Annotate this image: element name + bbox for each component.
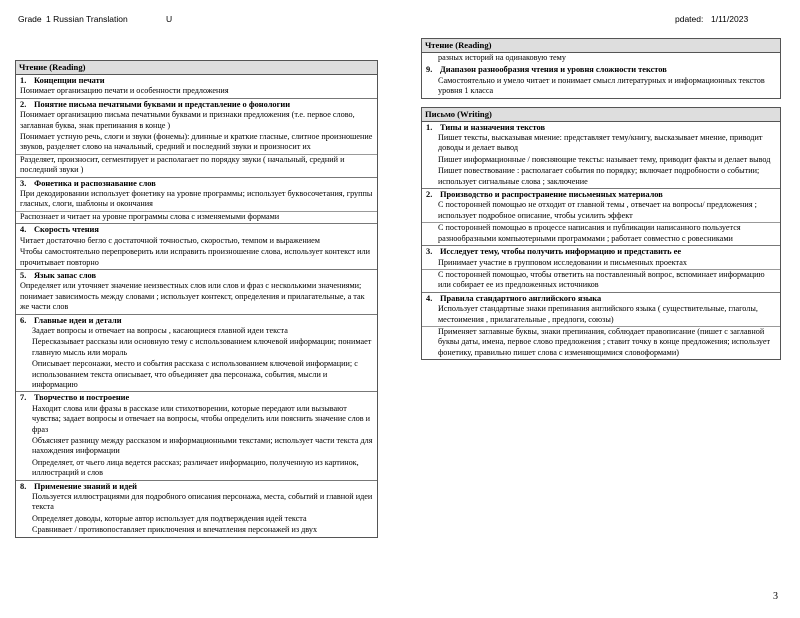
section-heading-text: Творчество и построение bbox=[34, 393, 130, 403]
header-grade: Grade bbox=[18, 14, 42, 24]
section-heading bbox=[16, 178, 377, 189]
section-number: 4. bbox=[426, 293, 433, 303]
section bbox=[422, 189, 780, 246]
section-heading-text: Язык запас слов bbox=[34, 270, 97, 280]
page-number: 3 bbox=[773, 591, 778, 602]
section-number: 2. bbox=[426, 190, 433, 200]
section-heading-text: Главные идеи и детали bbox=[34, 315, 122, 325]
section-number: 3. bbox=[20, 178, 27, 188]
section-number: 9. bbox=[426, 65, 433, 75]
reading-title: Чтение (Reading) bbox=[16, 61, 377, 75]
section-heading-text: Правила стандартного английского языка bbox=[440, 293, 602, 303]
section-number: 4. bbox=[20, 225, 27, 235]
section bbox=[422, 293, 780, 359]
section-heading bbox=[16, 75, 377, 86]
section-heading-text: Типы и назначения текстов bbox=[440, 122, 546, 132]
section bbox=[422, 122, 780, 189]
header-u: U bbox=[166, 14, 173, 24]
right-column bbox=[421, 38, 781, 360]
section-number: 2. bbox=[20, 99, 27, 109]
section-number: 8. bbox=[20, 481, 27, 491]
standard-item: С посторонней помощью в процессе написания и публикации написанного пользуется разнообразными компьютерными программами ; работает совместно с ровесниками bbox=[422, 222, 780, 245]
section-heading bbox=[422, 122, 780, 133]
header-updated-label: pdated: bbox=[675, 14, 704, 24]
section-heading bbox=[16, 99, 377, 110]
reading-panel-right bbox=[421, 38, 781, 99]
section-heading-text: Исследует тему, чтобы получить информацию и представить ее bbox=[440, 247, 682, 257]
standard-item: Применяет заглавные буквы, знаки препинания, соблюдает правописание (пишет с заглавной буквы даты, имена, первое слово предложения ; ставит точку в конце предложения; использует фонетику, правильно пишет слова с изменяющимися словоформами) bbox=[422, 326, 780, 359]
standard-item: Самостоятельно и умело читает и понимает смысл литературных и информационных текстов уровня 1 класса bbox=[438, 75, 765, 96]
standard-item: Определяет, от чьего лица ведется рассказ; различает информацию, полученную из картинок, иллюстраций и слов bbox=[32, 457, 359, 478]
standard-item: С посторонней помощью, чтобы ответить на поставленный вопрос, вспоминает информацию или собирает ее из предложенных источников bbox=[422, 269, 780, 292]
section bbox=[16, 178, 377, 225]
standard-item: Пользуется иллюстрациями для подробного описания персонажа, места, событий и главной идеи текста bbox=[32, 492, 373, 512]
section-heading bbox=[16, 270, 377, 281]
header-updated-date: 1/11/2023 bbox=[711, 14, 749, 24]
section-number: 6. bbox=[20, 315, 27, 325]
section-heading bbox=[16, 315, 377, 326]
section-heading-text: Диапазон разнообразия чтения и уровня сложности текстов bbox=[440, 65, 667, 75]
writing-panel bbox=[421, 107, 781, 361]
reading-sections-right bbox=[422, 64, 780, 97]
section-heading-text: Фонетика и распознавание слов bbox=[34, 178, 156, 188]
section-heading-text: Скорость чтения bbox=[34, 225, 99, 235]
writing-title: Письмо (Writing) bbox=[422, 108, 780, 122]
section-heading bbox=[16, 392, 377, 403]
standard-item: Пишет информационные / поясняющие тексты: называет тему, приводит факты и делает вывод bbox=[438, 154, 771, 164]
reading-panel-left bbox=[15, 60, 378, 538]
standard-item: Пишет тексты, высказывая мнение: представляет тему/книгу, высказывает мнение, приводит доводы и делает вывод bbox=[438, 133, 763, 153]
standard-item: Читает достаточно бегло с достаточной точностью, скоростью, темпом и выражением bbox=[20, 235, 320, 245]
writing-sections bbox=[422, 122, 780, 360]
standard-item: Использует стандартные знаки препинания английского языка ( существительные, глаголы, местоимения , прилагательные , предлоги, союзы) bbox=[438, 304, 758, 324]
standard-item: Определяет или уточняет значение неизвестных слов или слов и фраз с несколькими значениями; понимает зависимость между словами ; использует контекст, определения и прилагательные, а так же части слов bbox=[20, 281, 365, 312]
standard-item: Распознает и читает на уровне программы слова с изменяемыми формами bbox=[16, 211, 377, 223]
standard-item: Определяет доводы, которые автор использует для подтверждения идей текста bbox=[32, 513, 307, 523]
section-number: 3. bbox=[426, 247, 433, 257]
standard-item: С посторонней помощью не отходит от главной темы , отвечает на вопросы/ предложения ; использует подробное описание, чтобы усилить эффект bbox=[438, 200, 757, 220]
section bbox=[16, 315, 377, 393]
standard-item: Пересказывает рассказы или основную тему с использованием ключевой информации; понимает главную мысль или мораль bbox=[32, 337, 372, 357]
section-heading bbox=[16, 224, 377, 235]
section-heading bbox=[422, 189, 780, 200]
standard-item: Понимает организацию письма печатными буквами и признаки предложения (т.е. первое слово, заглавная буква, знак препинания в конце ) bbox=[20, 110, 355, 130]
reading-continued-text: разных историй на одинаковую тему bbox=[438, 53, 566, 62]
section bbox=[16, 224, 377, 270]
section bbox=[16, 99, 377, 178]
standard-item: Находит слова или фразы в рассказе или стихотворении, которые передают или вызывают чувства; задает вопросы и отвечает на вопросы, чтобы определить или пояснить значение слов и фраз bbox=[32, 403, 371, 434]
standard-item: Объясняет разницу между рассказом и информационными текстами; использует части текста для нахождения информации bbox=[32, 436, 373, 456]
standard-item: Описывает персонажи, место и события рассказа с использованием ключевой информации; с использованием текста описывает, что объединяет два персонажа, события, мысли и информацию bbox=[32, 359, 358, 389]
reading-title-cont: Чтение (Reading) bbox=[422, 39, 780, 53]
section-heading-text: Понятие письма печатными буквами и представление о фонологии bbox=[34, 99, 291, 109]
standard-item: Сравнивает / противопоставляет приключения и впечатления персонажей из двух bbox=[32, 525, 318, 535]
standard-item: Пишет повествование : располагает события по порядку; включает подробности о событии; использует сигнальные слова ; заключение bbox=[438, 166, 760, 186]
standard-item: Понимает организацию печати и особенности предложения bbox=[20, 86, 229, 96]
standard-item: Понимает устную речь, слоги и звуки (фонемы): длинные и краткие гласные, слитное произношение звуков, разделяет слово на начальный, средний и последний звуки и произносит их bbox=[20, 132, 373, 152]
section-heading bbox=[422, 246, 780, 257]
section bbox=[16, 270, 377, 315]
section-number: 7. bbox=[20, 393, 27, 403]
section bbox=[16, 392, 377, 480]
standard-item: Разделяет, произносит, сегментирует и располагает по порядку звуки ( начальный, средний и последний звуки ) bbox=[16, 154, 377, 177]
section-heading-text: Производство и распространение письменных материалов bbox=[440, 190, 663, 200]
reading-sections bbox=[16, 75, 377, 537]
section-heading bbox=[16, 481, 377, 492]
section-number: 5. bbox=[20, 270, 27, 280]
section-number: 1. bbox=[20, 76, 27, 85]
section-heading bbox=[422, 293, 780, 304]
section bbox=[16, 481, 377, 537]
standard-item: Принимает участие в групповом исследовании и письменных проектах bbox=[438, 257, 687, 267]
standard-item: Задает вопросы и отвечает на вопросы , касающиеся главной идеи текста bbox=[32, 325, 288, 335]
standard-item: Чтобы самостоятельно перепроверить или исправить произношение слова, использует контекст или прочитывает повторно bbox=[20, 247, 371, 267]
section-heading-text: Концепции печати bbox=[34, 76, 105, 85]
section bbox=[16, 75, 377, 99]
section-number: 1. bbox=[426, 122, 433, 132]
section-heading bbox=[422, 64, 780, 75]
section bbox=[422, 64, 780, 97]
header-course: 1 Russian bbox=[46, 14, 84, 24]
header-subject: Translation bbox=[86, 14, 128, 24]
section bbox=[422, 246, 780, 293]
standard-item: При декодировании использует фонетику на уровне программы; использует буквосочетания, группы гласных, слоги, шаблоны и окончания bbox=[20, 189, 373, 209]
section-heading-text: Применение знаний и идей bbox=[34, 481, 137, 491]
